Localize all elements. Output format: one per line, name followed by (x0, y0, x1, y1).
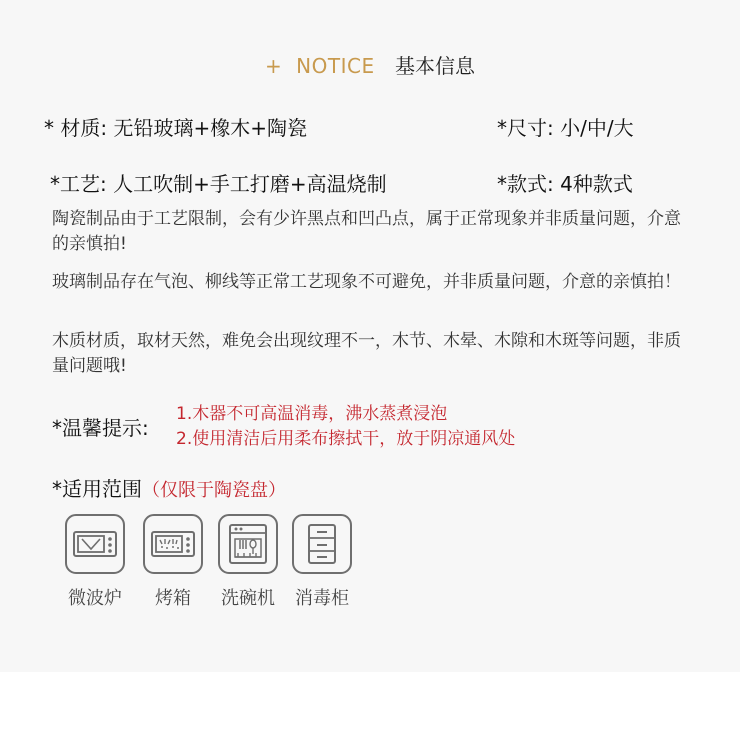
oven-icon (143, 514, 203, 574)
scope-note: （仅限于陶瓷盘） (142, 480, 286, 501)
notice-header (0, 50, 740, 79)
note-glass: 玻璃制品存在气泡、柳线等正常工艺现象不可避免，并非质量问题，介意的亲慎拍！ (52, 272, 681, 292)
appliance-sterilizer (282, 514, 362, 610)
spec-material: * 材质: 无铅玻璃+橡木+陶瓷 (44, 116, 307, 140)
sterilizer-icon (292, 514, 352, 574)
tips-label: *温馨提示: (52, 416, 149, 440)
spec-craft: *工艺: 人工吹制+手工打磨+高温烧制 (50, 172, 387, 196)
dishwasher-icon (218, 514, 278, 574)
appliance-label: 洗碗机 (221, 588, 275, 609)
appliance-label: 微波炉 (68, 588, 122, 609)
usage-scope (52, 473, 286, 502)
tip-item: 1.木器不可高温消毒，沸水蒸煮浸泡 (176, 404, 448, 424)
scope-label: *适用范围 (52, 477, 142, 501)
appliance-dishwasher (208, 514, 288, 610)
appliance-oven (133, 514, 213, 610)
appliance-label: 烤箱 (155, 588, 191, 609)
appliance-microwave (55, 514, 135, 610)
note-ceramic: 陶瓷制品由于工艺限制，会有少许黑点和凹凸点，属于正常现象并非质量问题，介意的亲慎拍! (52, 209, 681, 254)
microwave-icon (65, 514, 125, 574)
note-wood: 木质材质，取材天然，难免会出现纹理不一，木节、木晕、木隙和木斑等问题，非质量问题哦! (52, 331, 681, 376)
spec-style: *款式: 4种款式 (497, 172, 633, 196)
appliance-label: 消毒柜 (295, 588, 349, 609)
tips-list (176, 402, 515, 452)
plus-icon: + (265, 54, 282, 78)
tip-item: 2.使用清洁后用柔布擦拭干，放于阴凉通风处 (176, 429, 516, 449)
spec-size: *尺寸: 小/中/大 (497, 116, 634, 140)
notice-label: NOTICE (296, 54, 375, 78)
section-title: 基本信息 (394, 54, 475, 78)
